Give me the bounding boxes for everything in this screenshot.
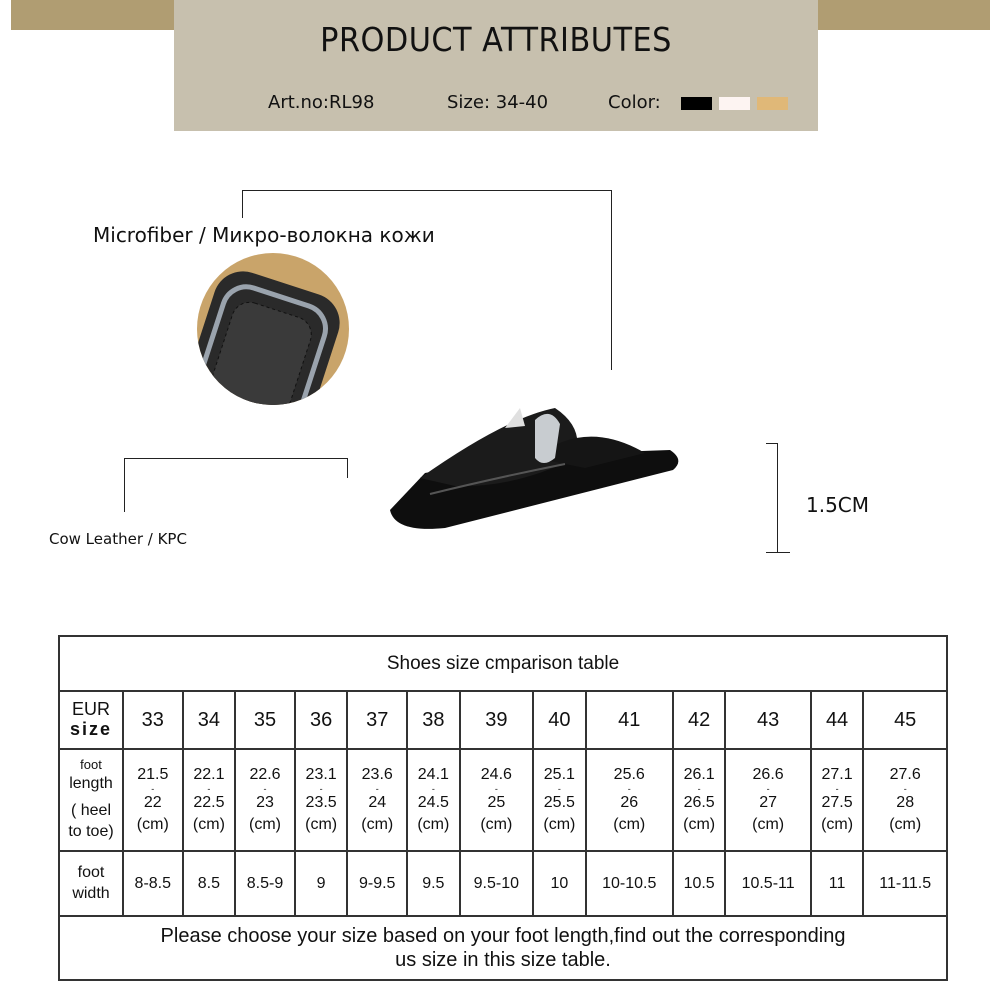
callout-line (124, 458, 125, 512)
table-title: Shoes size cmparison table (59, 636, 947, 691)
foot-width: 10.5-11 (741, 874, 795, 892)
size-comparison-table (58, 635, 948, 981)
eur-size-cell (407, 691, 460, 749)
foot-width-cell (725, 851, 810, 916)
header-band-left (11, 0, 181, 30)
dash: - (431, 783, 435, 794)
label-text: length (69, 775, 113, 793)
foot-width-cell (586, 851, 673, 916)
eur-size: 44 (825, 708, 849, 731)
unit: (cm) (821, 816, 854, 834)
dash: - (375, 783, 379, 794)
color-swatch-white[interactable] (719, 97, 750, 110)
length-max: 27.5 (821, 794, 853, 812)
label-text: to toe) (68, 822, 114, 840)
color-swatch-black[interactable] (681, 97, 712, 110)
foot-length-cell (460, 749, 533, 851)
foot-width-cell (407, 851, 460, 916)
foot-width: 8.5 (197, 874, 221, 892)
dash: - (766, 783, 770, 794)
dash: - (697, 783, 701, 794)
foot-width: 9.5 (422, 874, 445, 892)
foot-width: 10 (550, 874, 569, 892)
dash: - (835, 783, 839, 794)
row-label-foot-width (59, 851, 123, 916)
length-max: 25 (487, 794, 506, 812)
foot-length-cell (407, 749, 460, 851)
length-min: 25.1 (543, 765, 575, 783)
length-min: 25.6 (613, 765, 645, 783)
unit: (cm) (683, 816, 716, 834)
length-min: 26.1 (683, 765, 715, 783)
heel-height-label: 1.5CM (806, 493, 870, 517)
eur-size-cell (295, 691, 348, 749)
eur-size: 36 (309, 708, 333, 731)
foot-width: 11-11.5 (879, 874, 932, 892)
foot-length-cell (235, 749, 295, 851)
dash: - (263, 783, 267, 794)
foot-length-cell (183, 749, 236, 851)
length-max: 26.5 (683, 794, 715, 812)
material-upper-label: Microfiber / Микро-волокна кожи (93, 223, 435, 247)
eur-size-cell (123, 691, 183, 749)
length-max: 24 (368, 794, 387, 812)
label-text: foot (77, 863, 105, 881)
foot-length-cell (533, 749, 586, 851)
foot-width: 10-10.5 (602, 874, 657, 892)
length-min: 27.1 (821, 765, 853, 783)
unit: (cm) (305, 816, 338, 834)
length-max: 28 (896, 794, 915, 812)
dash: - (319, 783, 323, 794)
eur-size: 34 (197, 708, 221, 731)
eur-size-cell (863, 691, 947, 749)
foot-width: 11 (828, 874, 846, 892)
callout-line (124, 458, 348, 459)
foot-length-cell (295, 749, 348, 851)
row-label-foot-length (59, 749, 123, 851)
foot-width-cell (811, 851, 864, 916)
dash: - (903, 783, 907, 794)
length-min: 21.5 (137, 765, 169, 783)
length-min: 23.6 (361, 765, 393, 783)
foot-width: 8-8.5 (134, 874, 172, 892)
callout-line (611, 190, 612, 370)
unit: (cm) (613, 816, 646, 834)
foot-width: 9.5-10 (473, 874, 520, 892)
length-max: 22.5 (193, 794, 225, 812)
dash: - (557, 783, 561, 794)
foot-width-cell (863, 851, 947, 916)
material-lining-label: Cow Leather / KPC (49, 530, 187, 548)
foot-width-cell (123, 851, 183, 916)
length-min: 23.1 (305, 765, 337, 783)
note-line: Please choose your size based on your foot length,find out the corresponding (160, 925, 846, 947)
unit: (cm) (889, 816, 922, 834)
label-text: size (69, 719, 113, 739)
callout-line (242, 190, 612, 191)
table-row-foot-length (59, 749, 947, 851)
material-closeup-image (196, 252, 350, 406)
eur-size: 45 (894, 708, 917, 731)
size-range: Size: 34-40 (447, 92, 549, 113)
foot-length-cell (863, 749, 947, 851)
foot-length-cell (673, 749, 726, 851)
dash: - (494, 783, 498, 794)
eur-size: 42 (688, 708, 711, 731)
height-bracket (766, 443, 778, 444)
length-max: 26 (620, 794, 639, 812)
attributes-panel (174, 0, 818, 131)
label-text: ( heel (70, 802, 112, 820)
foot-width-cell (533, 851, 586, 916)
header-band-right (815, 0, 990, 30)
eur-size: 39 (485, 708, 508, 731)
dash: - (627, 783, 631, 794)
sandal-product-image (385, 398, 685, 538)
length-min: 26.6 (752, 765, 784, 783)
foot-length-cell (123, 749, 183, 851)
length-max: 27 (759, 794, 777, 812)
foot-width-cell (183, 851, 236, 916)
article-number: Art.no:RL98 (268, 92, 375, 113)
length-min: 24.1 (417, 765, 449, 783)
callout-line (347, 458, 348, 478)
unit: (cm) (417, 816, 450, 834)
length-max: 23 (256, 794, 274, 812)
eur-size-cell (533, 691, 586, 749)
color-label: Color: (608, 92, 661, 113)
foot-width: 8.5-9 (246, 874, 284, 892)
eur-size: 40 (548, 708, 571, 731)
length-max: 25.5 (543, 794, 575, 812)
length-min: 27.6 (889, 765, 921, 783)
height-bracket (777, 443, 778, 553)
unit: (cm) (361, 816, 394, 834)
height-bracket (766, 552, 790, 553)
label-text: EUR (71, 699, 110, 720)
foot-width: 9 (316, 874, 326, 892)
eur-size: 33 (141, 708, 164, 731)
table-row-eur (59, 691, 947, 749)
eur-size: 37 (366, 708, 389, 731)
eur-size-cell (586, 691, 673, 749)
unit: (cm) (480, 816, 513, 834)
foot-width-cell (460, 851, 533, 916)
unit: (cm) (192, 816, 225, 834)
note-line: us size in this size table. (395, 949, 611, 971)
length-max: 22 (143, 794, 162, 812)
foot-width: 10.5 (683, 874, 715, 892)
eur-size-cell (183, 691, 236, 749)
eur-size: 35 (253, 708, 277, 731)
eur-size: 38 (422, 708, 445, 731)
unit: (cm) (249, 816, 281, 834)
eur-size-cell (725, 691, 810, 749)
foot-width-cell (295, 851, 348, 916)
length-min: 22.1 (193, 765, 225, 783)
length-min: 22.6 (249, 765, 281, 783)
page-title: PRODUCT ATTRIBUTES (320, 20, 672, 59)
color-swatch-beige[interactable] (757, 97, 788, 110)
eur-size-cell (673, 691, 726, 749)
length-min: 24.6 (480, 765, 512, 783)
foot-length-cell (347, 749, 407, 851)
eur-size-cell (347, 691, 407, 749)
foot-length-cell (725, 749, 810, 851)
unit: (cm) (136, 816, 169, 834)
eur-size-cell (811, 691, 864, 749)
unit: (cm) (752, 816, 785, 834)
dash: - (151, 783, 155, 794)
length-max: 24.5 (417, 794, 449, 812)
label-text: width (72, 884, 110, 902)
table-footer-note (59, 916, 947, 980)
table-row-foot-width (59, 851, 947, 916)
eur-size-cell (460, 691, 533, 749)
foot-width-cell (235, 851, 295, 916)
unit: (cm) (543, 816, 576, 834)
label-text: foot (80, 757, 102, 773)
row-label-eur (59, 691, 123, 749)
foot-width-cell (673, 851, 726, 916)
foot-width-cell (347, 851, 407, 916)
eur-size: 43 (756, 708, 780, 731)
foot-length-cell (811, 749, 864, 851)
dash: - (207, 783, 211, 794)
eur-size: 41 (618, 708, 641, 731)
eur-size-cell (235, 691, 295, 749)
callout-line (242, 190, 243, 218)
foot-length-cell (586, 749, 673, 851)
length-max: 23.5 (305, 794, 337, 812)
foot-width: 9-9.5 (358, 874, 396, 892)
